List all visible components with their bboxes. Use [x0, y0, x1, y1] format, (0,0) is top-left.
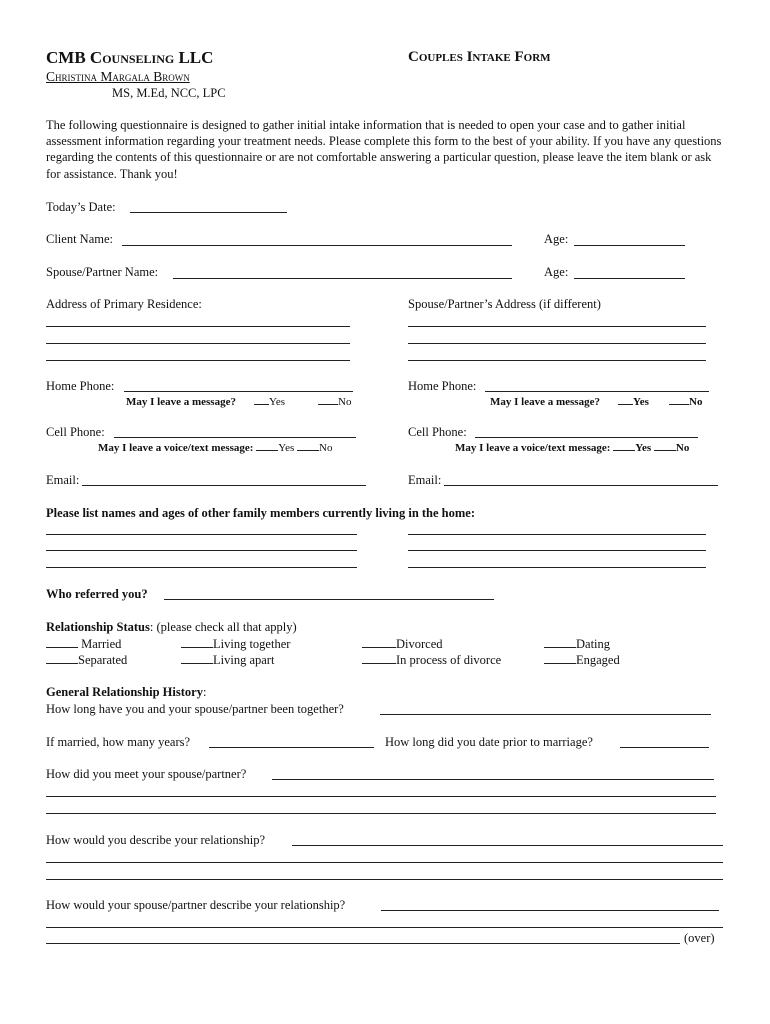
primary-address-label: Address of Primary Residence: — [46, 297, 202, 311]
q-how-long-together-label: How long have you and your spouse/partner been together? — [46, 702, 344, 716]
primary-address-line[interactable] — [46, 343, 350, 344]
partner-age-label: Age: — [544, 265, 569, 279]
partner-address-line[interactable] — [408, 326, 706, 327]
intro-paragraph: The following questionnaire is designed to gather initial intake information that is needed to open your case and to gather initial assessment information regarding your treatment needs. Please complete this form to the best of your ability. If you have any questions regarding the contents of this questionnaire or are not comfortable answering a particular question, please leave the item blank or ask for assistance. Thank you! — [46, 118, 722, 181]
client-age-label: Age: — [544, 232, 569, 246]
yes-label: Yes — [269, 396, 286, 408]
q-describe-line[interactable] — [46, 862, 723, 863]
q-date-prior-field[interactable] — [620, 747, 709, 748]
relationship-status-heading — [46, 620, 297, 635]
home-message-question: May I leave a message? — [126, 396, 236, 408]
history-colon: : — [202, 685, 207, 699]
over-note: (over) — [684, 931, 715, 945]
email-field[interactable] — [82, 485, 366, 486]
company-name: CMB Counseling LLC — [46, 48, 214, 67]
history-heading — [46, 685, 206, 700]
q-married-years-field[interactable] — [209, 747, 374, 748]
partner-home-message-yes[interactable] — [618, 396, 649, 408]
home-message-yes[interactable] — [254, 396, 285, 408]
partner-cell-phone-label: Cell Phone: — [408, 425, 467, 439]
partner-name-label: Spouse/Partner Name: — [46, 265, 159, 279]
q-describe-label: How would you describe your relationship? — [46, 833, 266, 847]
home-phone-field[interactable] — [124, 391, 353, 392]
status-option-label: Divorced — [396, 637, 443, 651]
relationship-status-note: : (please check all that apply) — [149, 620, 297, 634]
q-partner-describe-line[interactable] — [46, 927, 723, 928]
status-option-label: Married — [81, 637, 122, 651]
q-describe-field[interactable] — [292, 845, 723, 846]
partner-name-field[interactable] — [173, 278, 512, 279]
q-how-meet-field[interactable] — [272, 779, 714, 780]
family-member-line[interactable] — [408, 567, 706, 568]
todays-date-label: Today’s Date: — [46, 200, 116, 214]
no-label: No — [675, 442, 690, 454]
status-option-living-together[interactable] — [181, 637, 290, 652]
no-label: No — [338, 396, 352, 408]
partner-home-message-question: May I leave a message? — [490, 396, 600, 408]
yes-label: Yes — [278, 442, 295, 454]
primary-address-line[interactable] — [46, 326, 350, 327]
partner-age-field[interactable] — [574, 278, 685, 279]
status-option-divorced[interactable] — [362, 637, 443, 652]
history-title: General Relationship History — [46, 685, 203, 699]
status-option-label: Engaged — [576, 653, 620, 667]
partner-home-phone-label: Home Phone: — [408, 379, 477, 393]
partner-cell-message-row — [455, 442, 689, 454]
status-option-label: In process of divorce — [396, 653, 502, 667]
family-member-line[interactable] — [408, 534, 706, 535]
family-members-heading: Please list names and ages of other family members currently living in the home: — [46, 506, 476, 520]
home-phone-label: Home Phone: — [46, 379, 115, 393]
family-member-line[interactable] — [46, 534, 357, 535]
family-member-line[interactable] — [46, 567, 357, 568]
cell-message-row — [98, 442, 332, 454]
partner-cell-message-yes[interactable] — [613, 450, 635, 451]
relationship-status-label: Relationship Status — [46, 620, 150, 634]
cell-message-no[interactable] — [297, 450, 319, 451]
family-member-line[interactable] — [408, 550, 706, 551]
partner-home-message-no[interactable] — [669, 396, 702, 408]
partner-email-label: Email: — [408, 473, 442, 487]
todays-date-field[interactable] — [130, 212, 287, 213]
q-partner-describe-label: How would your spouse/partner describe your relationship? — [46, 898, 346, 912]
home-message-no[interactable] — [318, 396, 351, 408]
partner-email-field[interactable] — [444, 485, 718, 486]
status-option-label: Dating — [576, 637, 611, 651]
no-label: No — [689, 396, 703, 408]
referral-field[interactable] — [164, 599, 494, 600]
q-partner-describe-line[interactable] — [46, 943, 680, 944]
status-option-separated[interactable] — [46, 653, 127, 668]
client-name-field[interactable] — [122, 245, 512, 246]
status-option-label: Separated — [78, 653, 128, 667]
cell-message-yes[interactable] — [256, 450, 278, 451]
yes-label: Yes — [633, 396, 649, 408]
q-how-meet-line[interactable] — [46, 813, 716, 814]
q-how-meet-label: How did you meet your spouse/partner? — [46, 767, 247, 781]
status-option-engaged[interactable] — [544, 653, 620, 668]
partner-cell-message-question: May I leave a voice/text message: — [455, 442, 611, 454]
q-how-meet-line[interactable] — [46, 796, 716, 797]
cell-phone-label: Cell Phone: — [46, 425, 105, 439]
form-title: Couples Intake Form — [408, 49, 551, 65]
q-married-years-label: If married, how many years? — [46, 735, 191, 749]
no-label: No — [319, 442, 333, 454]
partner-address-line[interactable] — [408, 343, 706, 344]
status-option-married[interactable] — [46, 637, 121, 652]
client-name-label: Client Name: — [46, 232, 113, 246]
partner-home-phone-field[interactable] — [485, 391, 709, 392]
q-how-long-together-field[interactable] — [380, 714, 711, 715]
cell-phone-field[interactable] — [114, 437, 356, 438]
email-label: Email: — [46, 473, 80, 487]
partner-cell-phone-field[interactable] — [475, 437, 698, 438]
status-option-living-apart[interactable] — [181, 653, 274, 668]
family-member-line[interactable] — [46, 550, 357, 551]
q-describe-line[interactable] — [46, 879, 723, 880]
status-option-label: Living together — [213, 637, 291, 651]
q-date-prior-label: How long did you date prior to marriage? — [385, 735, 593, 749]
primary-address-line[interactable] — [46, 360, 350, 361]
partner-address-line[interactable] — [408, 360, 706, 361]
status-option-label: Living apart — [213, 653, 275, 667]
referral-label: Who referred you? — [46, 587, 148, 601]
status-option-in-process-of-divorce[interactable] — [362, 653, 501, 668]
yes-label: Yes — [635, 442, 652, 454]
status-option-dating[interactable] — [544, 637, 610, 652]
q-partner-describe-field[interactable] — [381, 910, 719, 911]
partner-address-label: Spouse/Partner’s Address (if different) — [408, 297, 601, 311]
practitioner-credentials: MS, M.Ed, NCC, LPC — [112, 86, 226, 100]
partner-cell-message-no[interactable] — [654, 450, 676, 451]
cell-message-question: May I leave a voice/text message: — [98, 442, 254, 454]
client-age-field[interactable] — [574, 245, 685, 246]
practitioner-name: Christina Margala Brown — [46, 69, 190, 84]
